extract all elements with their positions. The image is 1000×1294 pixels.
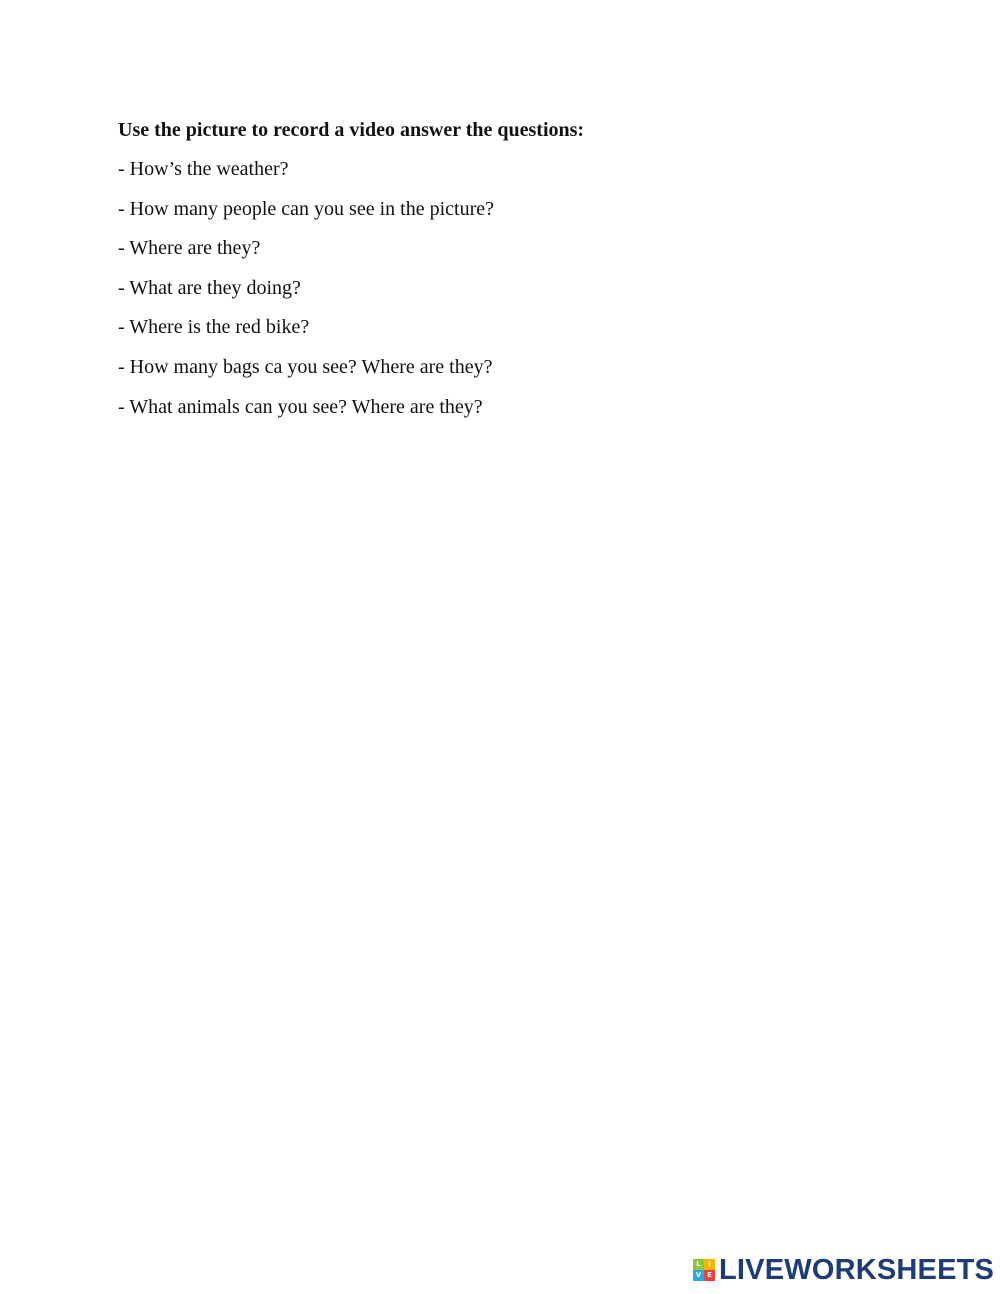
question-item: - What are they doing?	[118, 276, 301, 299]
logo-square: E	[704, 1270, 715, 1281]
worksheet-content	[118, 116, 918, 432]
question-item: - What animals can you see? Where are they?	[118, 395, 483, 418]
logo-square: V	[693, 1270, 704, 1281]
question-item: - How many bags ca you see? Where are they?	[118, 355, 493, 378]
liveworksheets-brand	[693, 1256, 994, 1284]
brand-name: LIVEWORKSHEETS	[719, 1254, 995, 1286]
question-item: - How’s the weather?	[118, 158, 289, 180]
liveworksheets-logo-icon	[693, 1259, 715, 1281]
question-item: - How many people can you see in the picture?	[118, 197, 494, 220]
logo-square: I	[704, 1259, 715, 1270]
question-item: - Where is the red bike?	[118, 316, 310, 339]
logo-square: L	[693, 1259, 704, 1270]
question-item: - Where are they?	[118, 237, 261, 260]
worksheet-heading: Use the picture to record a video answer the questions:	[118, 119, 585, 141]
